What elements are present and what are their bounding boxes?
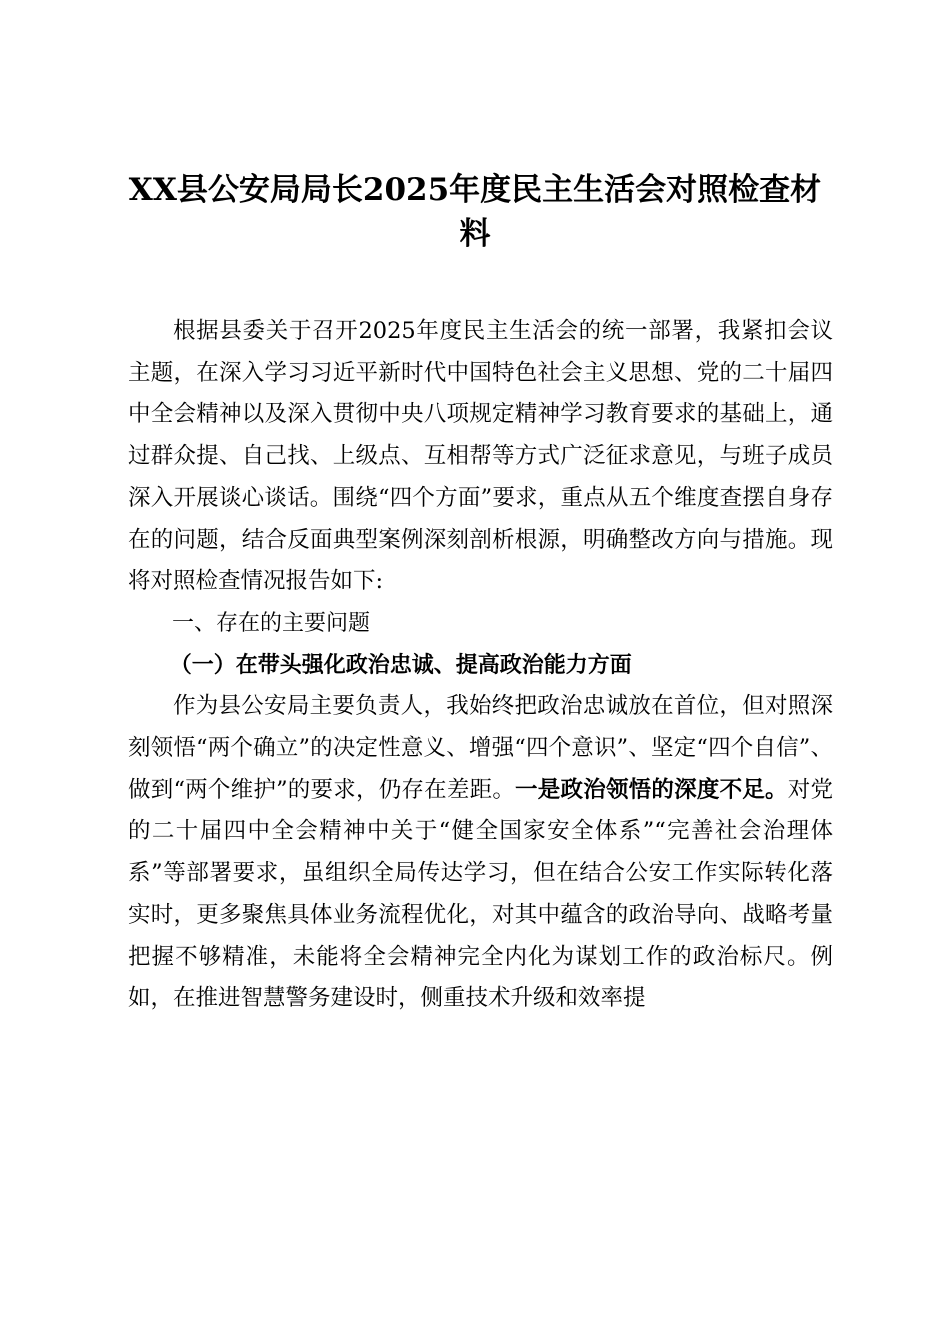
document-title: XX县公安局局长2025年度民主生活会对照检查材料 — [128, 172, 822, 252]
paragraph-continued-text: 对党的二十届四中全会精神中关于“健全国家安全体系”“完善社会治理体系”等部署要求，虽组织全局传达学习，但在结合公安工作实际转化落实时，更多聚焦具体业务流程优化，对其中蕴含的政治导向、战略考量把握不够精准，未能将全会精神完全内化为谋划工作的政治标尺。例如，在推进智慧警务建设时，侧重技术升级和效率提 — [128, 776, 833, 1012]
subsection-heading-political-loyalty: （一）在带头强化政治忠诚、提高政治能力方面 — [169, 651, 632, 678]
political-loyalty-paragraph — [128, 686, 833, 1020]
intro-paragraph: 根据县委关于召开2025年度民主生活会的统一部署，我紧扣会议主题，在深入学习习近平新时代中国特色社会主义思想、党的二十届四中全会精神以及深入贯彻中央八项规定精神学习教育要求的基础上，通过群众提、自己找、上级点、互相帮等方式广泛征求意见，与班子成员深入开展谈心谈话。围绕“四个方面”要求，重点从五个维度查摆自身存在的问题，结合反面典型案例深刻剖析根源，明确整改方向与措施。现将对照检查情况报告如下: — [128, 318, 833, 595]
document-body — [128, 311, 833, 1020]
paragraph-lead-text: 作为县公安局主要负责人，我始终把政治忠诚放在首位，但对照深刻领悟“两个确立”的决定性意义、增强“四个意识”、坚定“四个自信”、做到“两个维护”的要求，仍存在差距。 — [128, 693, 833, 803]
bold-point-one: 一是政治领悟的深度不足。 — [515, 776, 788, 803]
section-heading-main-problems: 一、存在的主要问题 — [172, 610, 371, 636]
